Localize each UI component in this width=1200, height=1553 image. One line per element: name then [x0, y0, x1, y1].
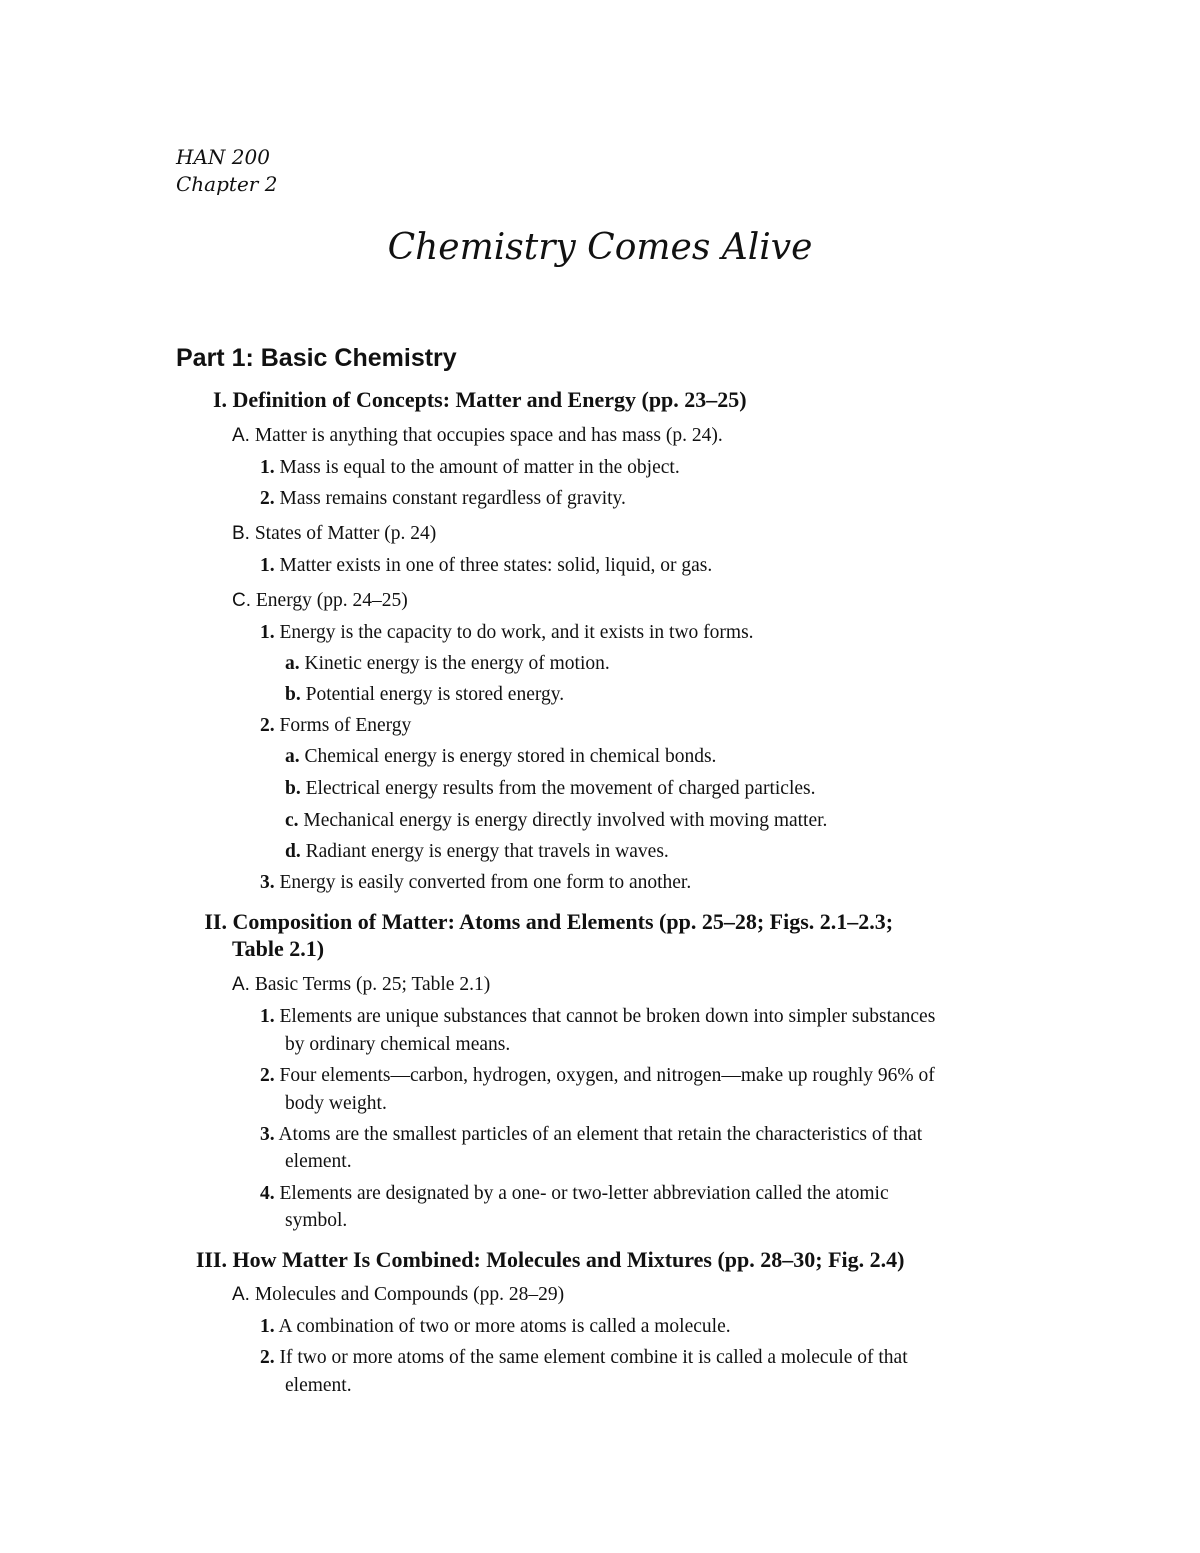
item-text: If two or more atoms of the same element combine it is called a molecule of that — [279, 1347, 908, 1368]
chapter-label: Chapter 2 — [176, 172, 278, 196]
outline-item — [232, 520, 436, 548]
item-text: Mass remains constant regardless of gravity. — [279, 488, 626, 509]
part-heading: Part 1: Basic Chemistry — [176, 344, 457, 372]
item-text-continued: element. — [285, 1375, 352, 1396]
course-code: HAN 200 — [176, 145, 270, 169]
section-heading — [207, 386, 747, 414]
outline-item — [260, 869, 691, 897]
item-marker: 1. — [260, 457, 275, 478]
outline-item — [260, 1313, 731, 1341]
item-marker: 1. — [260, 1006, 275, 1027]
item-text: Four elements—carbon, hydrogen, oxygen, and nitrogen—make up roughly 96% of — [279, 1065, 935, 1086]
section-number: I. — [212, 387, 227, 412]
outline-item — [260, 619, 754, 647]
item-text-continued: element. — [285, 1151, 352, 1172]
item-text: Energy is easily converted from one form to another. — [279, 872, 692, 893]
item-text: Mechanical energy is energy directly involved with moving matter. — [303, 810, 828, 831]
item-text: Elements are unique substances that cannot be broken down into simpler substances — [279, 1006, 936, 1027]
item-marker: B. — [232, 523, 250, 544]
item-marker: 1. — [260, 622, 275, 643]
section-title: Composition of Matter: Atoms and Elements (pp. 25–28; Figs. 2.1–2.3; — [232, 909, 894, 934]
outline-item — [285, 838, 669, 866]
outline-item — [285, 743, 716, 771]
item-text: Mass is equal to the amount of matter in the object. — [279, 457, 680, 478]
item-marker: b. — [285, 684, 301, 705]
item-marker: 4. — [260, 1183, 275, 1204]
item-marker: d. — [285, 841, 301, 862]
item-text-continued: by ordinary chemical means. — [285, 1034, 511, 1055]
item-text: Matter exists in one of three states: solid, liquid, or gas. — [279, 555, 713, 576]
section-number: II. — [204, 909, 227, 934]
section-heading — [188, 1246, 904, 1274]
item-marker: b. — [285, 778, 301, 799]
outline-item — [285, 807, 827, 835]
outline-item — [260, 712, 411, 740]
item-text: Radiant energy is energy that travels in waves. — [305, 841, 669, 862]
item-text: A combination of two or more atoms is called a molecule. — [278, 1316, 731, 1337]
item-marker: 3. — [260, 1124, 275, 1145]
section-title: Definition of Concepts: Matter and Energy (pp. 23–25) — [232, 387, 747, 412]
outline-item — [232, 587, 408, 615]
item-marker: C. — [232, 590, 251, 611]
outline-item — [260, 552, 712, 580]
outline-item — [260, 454, 680, 482]
outline-item — [285, 650, 610, 678]
item-text: Matter is anything that occupies space and has mass (p. 24). — [254, 425, 723, 446]
item-text-continued: symbol. — [285, 1210, 348, 1231]
outline-item — [260, 1180, 889, 1208]
item-text: Kinetic energy is the energy of motion. — [304, 653, 610, 674]
outline-item — [232, 971, 490, 999]
outline-item — [285, 681, 564, 709]
item-marker: 2. — [260, 488, 275, 509]
item-marker: 1. — [260, 555, 275, 576]
item-text: Chemical energy is energy stored in chemical bonds. — [304, 746, 717, 767]
item-text: States of Matter (p. 24) — [254, 523, 437, 544]
item-marker: 1. — [260, 1316, 275, 1337]
item-text: Molecules and Compounds (pp. 28–29) — [254, 1284, 565, 1305]
outline-item — [260, 1003, 935, 1031]
item-marker: 2. — [260, 715, 275, 736]
item-text: Electrical energy results from the movement of charged particles. — [305, 778, 816, 799]
outline-item — [260, 485, 626, 513]
item-marker: c. — [285, 810, 299, 831]
outline-item — [232, 422, 723, 450]
item-marker: A. — [232, 425, 250, 446]
item-text: Energy (pp. 24–25) — [255, 590, 408, 611]
item-text: Potential energy is stored energy. — [305, 684, 565, 705]
item-marker: A. — [232, 974, 250, 995]
item-text: Elements are designated by a one- or two-letter abbreviation called the atomic — [279, 1183, 889, 1204]
item-marker: 3. — [260, 872, 275, 893]
item-marker: 2. — [260, 1065, 275, 1086]
outline-item — [260, 1062, 935, 1090]
item-text: Energy is the capacity to do work, and it exists in two forms. — [279, 622, 754, 643]
section-number: III. — [195, 1247, 227, 1272]
item-marker: a. — [285, 653, 300, 674]
item-marker: a. — [285, 746, 300, 767]
item-text-continued: body weight. — [285, 1093, 387, 1114]
item-text: Atoms are the smallest particles of an element that retain the characteristics of that — [278, 1124, 923, 1145]
outline-item — [260, 1344, 908, 1372]
item-text: Forms of Energy — [279, 715, 412, 736]
document-title: Chemistry Comes Alive — [387, 227, 813, 268]
outline-item — [260, 1121, 922, 1149]
section-title: How Matter Is Combined: Molecules and Mixtures (pp. 28–30; Fig. 2.4) — [232, 1247, 905, 1272]
outline-item — [232, 1281, 564, 1309]
section-title-continued: Table 2.1) — [232, 936, 325, 961]
item-marker: 2. — [260, 1347, 275, 1368]
outline-item — [285, 775, 816, 803]
item-text: Basic Terms (p. 25; Table 2.1) — [254, 974, 491, 995]
item-marker: A. — [232, 1284, 250, 1305]
section-heading — [200, 908, 893, 936]
